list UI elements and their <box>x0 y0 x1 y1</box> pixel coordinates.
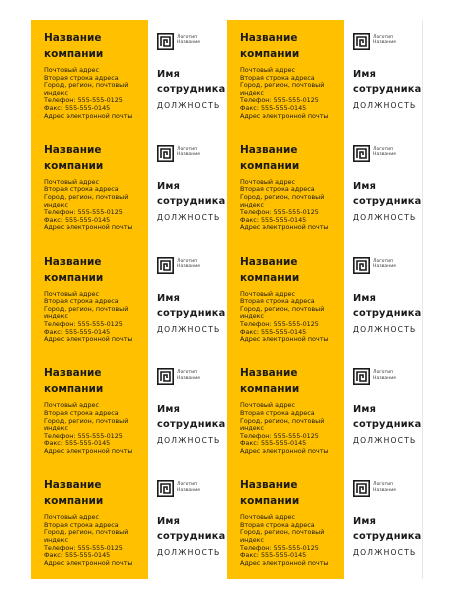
address-line: Город, регион, почтовый <box>240 82 325 90</box>
card-employee-panel <box>344 355 423 467</box>
card-employee-panel <box>344 20 423 132</box>
address-line: Почтовый адрес <box>44 178 99 186</box>
address-line: Город, регион, почтовый <box>240 193 325 201</box>
address-block <box>240 179 338 232</box>
card-company-panel <box>227 244 344 356</box>
address-line: Вторая строка адреса <box>240 298 315 306</box>
phone-line: Телефон: 555-555-0125 <box>44 209 123 217</box>
email-line: Адрес электронной почты <box>44 112 133 120</box>
business-card[interactable] <box>227 132 423 244</box>
address-line: Почтовый адрес <box>240 402 295 410</box>
phone-line: Телефон: 555-555-0125 <box>44 320 123 328</box>
company-name: Название компании <box>44 143 104 172</box>
address-line: Почтовый адрес <box>44 67 99 74</box>
job-title: ДОЛЖНОСТЬ <box>157 212 221 222</box>
logo-text: Логотип Название <box>373 370 397 381</box>
address-line: Вторая строка адреса <box>240 74 315 82</box>
card-employee-panel <box>344 132 423 244</box>
logo <box>157 368 223 388</box>
card-company-panel <box>227 20 344 132</box>
card-employee-panel <box>344 244 423 356</box>
job-title: ДОЛЖНОСТЬ <box>353 212 417 222</box>
address-line: Почтовый адрес <box>44 290 99 298</box>
card-company-panel <box>31 467 148 579</box>
logo <box>353 145 419 165</box>
logo-text: Логотип Название <box>177 482 201 493</box>
email-line: Адрес электронной почты <box>44 447 133 455</box>
address-line: индекс <box>240 89 265 97</box>
email-line: Адрес электронной почты <box>240 112 329 120</box>
card-company-panel <box>31 132 148 244</box>
address-block <box>240 67 338 120</box>
card-company-panel <box>227 132 344 244</box>
phone-line: Телефон: 555-555-0125 <box>240 544 319 552</box>
employee-name: Имя сотрудника <box>157 516 226 543</box>
email-line: Адрес электронной почты <box>240 336 329 344</box>
square-spiral-logo-icon <box>157 33 174 50</box>
address-line: индекс <box>240 536 265 544</box>
employee-name: Имя сотрудника <box>353 180 422 207</box>
address-line: Город, регион, почтовый <box>240 529 325 537</box>
address-line: Город, регион, почтовый <box>44 529 129 537</box>
logo <box>157 257 223 277</box>
address-line: индекс <box>240 201 265 209</box>
address-line: Город, регион, почтовый <box>44 193 129 201</box>
card-employee-panel <box>344 467 423 579</box>
address-line: индекс <box>44 201 69 209</box>
business-card[interactable] <box>31 20 227 132</box>
address-block <box>44 291 142 344</box>
card-employee-panel <box>148 132 227 244</box>
address-line: Вторая строка адреса <box>240 409 315 417</box>
address-line: Вторая строка адреса <box>44 74 119 82</box>
address-block <box>44 514 142 567</box>
logo-text: Логотип Название <box>373 35 397 46</box>
employee-name: Имя сотрудника <box>353 516 422 543</box>
address-line: Вторая строка адреса <box>44 186 119 194</box>
square-spiral-logo-icon <box>353 145 370 162</box>
square-spiral-logo-icon <box>157 145 174 162</box>
job-title: ДОЛЖНОСТЬ <box>353 324 417 334</box>
logo <box>157 480 223 500</box>
address-block <box>44 67 142 120</box>
address-block <box>240 291 338 344</box>
card-company-panel <box>227 355 344 467</box>
address-line: индекс <box>44 89 69 97</box>
address-line: Город, регион, почтовый <box>240 417 325 425</box>
job-title: ДОЛЖНОСТЬ <box>353 548 417 558</box>
logo <box>157 145 223 165</box>
address-line: Почтовый адрес <box>240 67 295 74</box>
business-card[interactable] <box>227 20 423 132</box>
square-spiral-logo-icon <box>353 257 370 274</box>
fax-line: Факс: 555-555-0145 <box>240 104 307 112</box>
business-card[interactable] <box>31 355 227 467</box>
address-line: Вторая строка адреса <box>240 521 315 529</box>
job-title: ДОЛЖНОСТЬ <box>157 101 221 110</box>
company-name: Название компании <box>240 255 300 284</box>
logo-text: Логотип Название <box>373 146 397 158</box>
address-line: Вторая строка адреса <box>44 521 119 529</box>
address-line: Почтовый адрес <box>240 514 295 522</box>
employee-name: Имя сотрудника <box>353 404 422 431</box>
job-title: ДОЛЖНОСТЬ <box>157 436 221 446</box>
logo-text: Логотип Название <box>373 258 397 269</box>
phone-line: Телефон: 555-555-0125 <box>44 544 123 552</box>
square-spiral-logo-icon <box>353 480 370 497</box>
address-line: Почтовый адрес <box>240 178 295 186</box>
logo <box>353 33 419 53</box>
company-name: Название компании <box>240 479 300 508</box>
fax-line: Факс: 555-555-0145 <box>44 328 111 336</box>
address-line: Город, регион, почтовый <box>44 305 129 313</box>
business-card[interactable] <box>227 355 423 467</box>
logo-text: Логотип Название <box>177 258 201 269</box>
company-name: Название компании <box>240 32 300 60</box>
address-line: Город, регион, почтовый <box>44 417 129 425</box>
email-line: Адрес электронной почты <box>44 336 133 344</box>
address-block <box>44 179 142 232</box>
job-title: ДОЛЖНОСТЬ <box>157 324 221 334</box>
employee-name: Имя сотрудника <box>157 180 226 207</box>
address-line: Почтовый адрес <box>240 290 295 298</box>
phone-line: Телефон: 555-555-0125 <box>44 432 123 440</box>
address-line: Город, регион, почтовый <box>44 82 129 90</box>
logo <box>353 480 419 500</box>
address-line: индекс <box>240 313 265 321</box>
phone-line: Телефон: 555-555-0125 <box>240 432 319 440</box>
card-employee-panel <box>148 467 227 579</box>
address-block <box>44 402 142 455</box>
card-employee-panel <box>148 244 227 356</box>
card-company-panel <box>31 355 148 467</box>
fax-line: Факс: 555-555-0145 <box>44 440 111 448</box>
job-title: ДОЛЖНОСТЬ <box>353 436 417 446</box>
phone-line: Телефон: 555-555-0125 <box>240 97 319 105</box>
logo-text: Логотип Название <box>177 370 201 381</box>
address-line: Город, регион, почтовый <box>240 305 325 313</box>
employee-name: Имя сотрудника <box>157 404 226 431</box>
card-company-panel <box>227 467 344 579</box>
fax-line: Факс: 555-555-0145 <box>240 440 307 448</box>
phone-line: Телефон: 555-555-0125 <box>240 320 319 328</box>
employee-name: Имя сотрудника <box>353 69 422 95</box>
company-name: Название компании <box>240 143 300 172</box>
address-line: Вторая строка адреса <box>44 298 119 306</box>
address-line: индекс <box>44 536 69 544</box>
card-grid <box>31 20 423 579</box>
business-card[interactable] <box>31 467 227 579</box>
company-name: Название компании <box>44 255 104 284</box>
logo <box>353 368 419 388</box>
job-title: ДОЛЖНОСТЬ <box>353 101 417 110</box>
business-card[interactable] <box>31 244 227 356</box>
employee-name: Имя сотрудника <box>157 69 226 95</box>
email-line: Адрес электронной почты <box>240 559 329 567</box>
phone-line: Телефон: 555-555-0125 <box>44 97 123 105</box>
square-spiral-logo-icon <box>157 480 174 497</box>
logo <box>157 33 223 53</box>
fax-line: Факс: 555-555-0145 <box>44 216 111 224</box>
logo-text: Логотип Название <box>177 35 201 46</box>
fax-line: Факс: 555-555-0145 <box>44 104 111 112</box>
employee-name: Имя сотрудника <box>157 292 226 319</box>
square-spiral-logo-icon <box>353 368 370 385</box>
fax-line: Факс: 555-555-0145 <box>240 328 307 336</box>
card-company-panel <box>31 20 148 132</box>
square-spiral-logo-icon <box>157 257 174 274</box>
card-employee-panel <box>148 20 227 132</box>
email-line: Адрес электронной почты <box>44 559 133 567</box>
business-card[interactable] <box>227 467 423 579</box>
address-block <box>240 514 338 567</box>
logo-text: Логотип Название <box>177 146 201 158</box>
fax-line: Факс: 555-555-0145 <box>240 216 307 224</box>
company-name: Название компании <box>44 32 104 60</box>
address-line: индекс <box>44 313 69 321</box>
square-spiral-logo-icon <box>157 368 174 385</box>
logo <box>353 257 419 277</box>
address-line: Вторая строка адреса <box>44 409 119 417</box>
company-name: Название компании <box>44 479 104 508</box>
company-name: Название компании <box>44 367 104 396</box>
business-card[interactable] <box>31 132 227 244</box>
address-line: индекс <box>44 425 69 433</box>
card-company-panel <box>31 244 148 356</box>
address-line: Почтовый адрес <box>44 402 99 410</box>
card-employee-panel <box>148 355 227 467</box>
company-name: Название компании <box>240 367 300 396</box>
email-line: Адрес электронной почты <box>240 224 329 232</box>
business-card[interactable] <box>227 244 423 356</box>
logo-text: Логотип Название <box>373 482 397 493</box>
email-line: Адрес электронной почты <box>44 224 133 232</box>
email-line: Адрес электронной почты <box>240 447 329 455</box>
job-title: ДОЛЖНОСТЬ <box>157 548 221 558</box>
phone-line: Телефон: 555-555-0125 <box>240 209 319 217</box>
fax-line: Факс: 555-555-0145 <box>240 552 307 560</box>
address-block <box>240 402 338 455</box>
address-line: индекс <box>240 425 265 433</box>
fax-line: Факс: 555-555-0145 <box>44 552 111 560</box>
address-line: Почтовый адрес <box>44 514 99 522</box>
employee-name: Имя сотрудника <box>353 292 422 319</box>
address-line: Вторая строка адреса <box>240 186 315 194</box>
square-spiral-logo-icon <box>353 33 370 50</box>
